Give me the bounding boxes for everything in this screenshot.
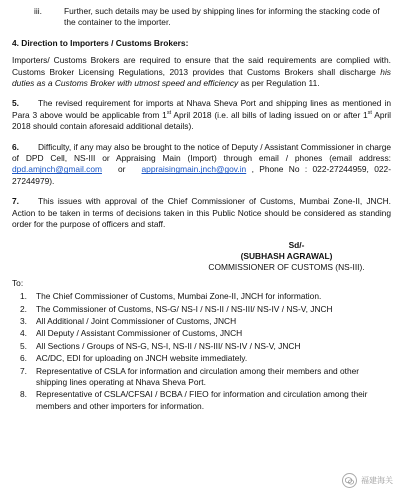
list-item: 8. Representative of CSLA/CFSAI / BCBA / FIEO for information and circulation among their members and other importers for information. — [20, 389, 368, 411]
list-item: 6. AC/DC, EDI for uploading on JNCH website immediately. — [20, 353, 248, 364]
section-4-paragraph: Importers/ Customs Brokers are required to ensure that the said requirements are complied with. Customs Broker Licensing Regulations, 2013 provides that Customs Brokers shall discharge his duties as a Customs Broker with utmost speed and efficiency as per Regulation 11. — [12, 55, 391, 89]
signatory-name: (SUBHASH AGRAWAL) — [240, 250, 333, 261]
to-label: To: — [12, 277, 24, 288]
section-7-number: 7. — [12, 196, 19, 207]
section-6-number: 6. — [12, 141, 19, 152]
signature-block — [182, 240, 391, 274]
item-number: iii. — [34, 6, 42, 16]
item-text: Further, such details may be used by shipping lines for informing the stacking code of the container to the importer. — [64, 6, 380, 28]
distribution-list — [12, 291, 391, 412]
wechat-icon — [342, 473, 357, 488]
signatory-title: COMMISSIONER OF CUSTOMS (NS-III). — [208, 262, 365, 273]
list-item: 5. All Sections / Groups of NS-G, NS-I, NS-II / NS-III/ NS-IV / NS-V, JNCH — [20, 340, 301, 351]
section-7-paragraph: 7. This issues with approval of the Chief Commissioner of Customs, Mumbai Zone-II, JNCH. Action to be taken in terms of decisions taken in this Public Notice should be considered as standing order for the purpose of officers and staff. — [12, 196, 391, 230]
list-item: 1. The Chief Commissioner of Customs, Mumbai Zone-II, JNCH for information. — [20, 291, 322, 302]
watermark — [342, 473, 393, 488]
section-4-heading: 4. Direction to Importers / Customs Brokers: — [12, 37, 189, 48]
email-link-appraising[interactable]: appraisingmain.jnch@gov.in — [141, 164, 247, 175]
watermark-text: 福建海关 — [361, 475, 393, 485]
emphasis-text: his duties as a Customs Broker with utmost speed and efficiency — [12, 66, 391, 89]
list-item: 3. All Additional / Joint Commissioner of Customs, JNCH — [20, 315, 237, 326]
section-5-number: 5. — [12, 98, 19, 109]
section-5-paragraph: 5. The revised requirement for imports at Nhava Sheva Port and shipping lines as mentioned in Para 3 above would be applicable from 1st April 2018 (i.e. all bills of lading issued on or after 1st April 2018 should contain aforesaid additional details). — [12, 98, 392, 132]
item-iii — [12, 6, 391, 29]
email-link-dpd[interactable]: dpd.amjnch@gmail.com — [12, 164, 102, 175]
section-6-paragraph: 6. Difficulty, if any may also be brought to the notice of Deputy / Assistant Commissioner in charge of DPD Cell, NS-III or Appraising Main (Import) through email / phones (email address: dpd.amjnch@gmail.com or appraisingmain.jnch@gov.in , Phone No : 022-27244959, 022-27244979). — [12, 141, 392, 186]
list-item: 7. Representative of CSLA for information and circulation among their members and other shipping lines operating at Nhava Sheva Port. — [20, 365, 360, 387]
list-item: 2. The Commissioner of Customs, NS-G/ NS-I / NS-II / NS-III/ NS-IV / NS-V, JNCH — [20, 303, 333, 314]
list-item: 4. All Deputy / Assistant Commissioner of Customs, JNCH — [20, 328, 243, 339]
signature-sd: Sd/- — [288, 239, 305, 250]
